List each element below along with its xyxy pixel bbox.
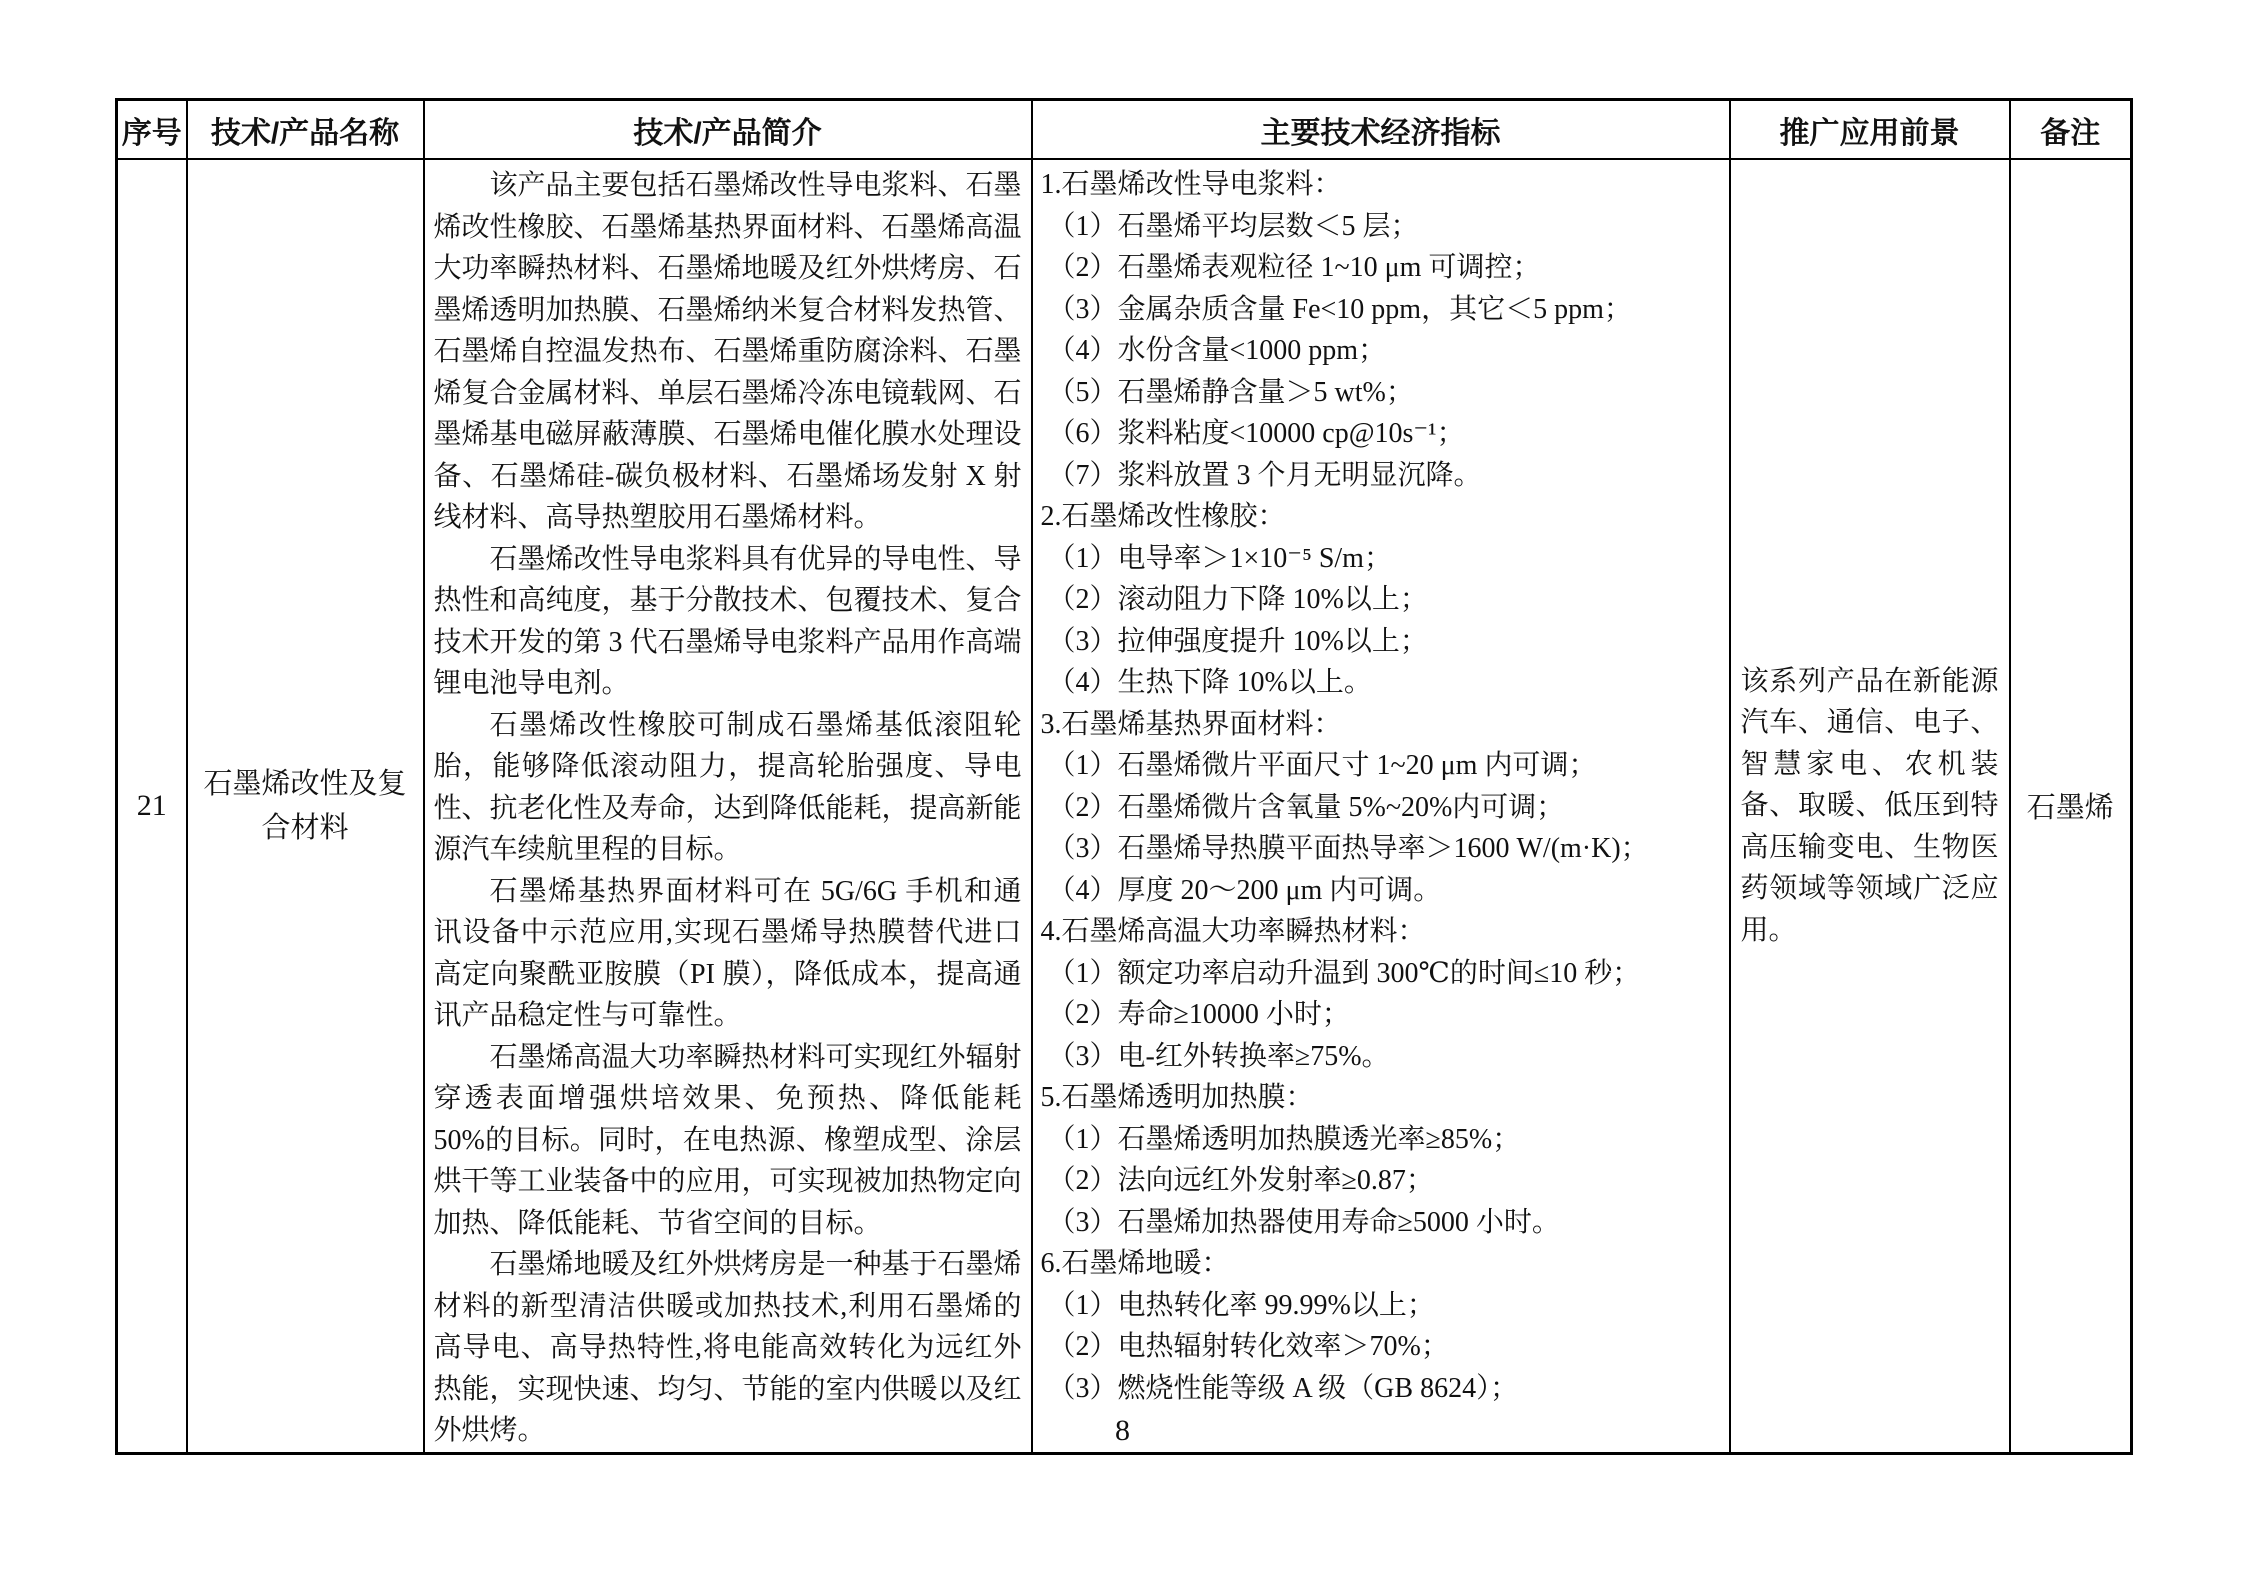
- indicator-line: （3）燃烧性能等级 A 级（GB 8624）；: [1047, 1372, 1519, 1404]
- intro-paragraph: 石墨烯基热界面材料可在 5G/6G 手机和通讯设备中示范应用,实现石墨烯导热膜替代进口高定向聚酰亚胺膜（PI 膜），降低成本，提高通讯产品稳定性与可靠性。: [433, 875, 1022, 1031]
- intro-paragraph: 石墨烯改性橡胶可制成石墨烯基低滚阻轮胎，能够降低滚动阻力，提高轮胎强度、导电性、抗老化性及寿命，达到降低能耗，提高新能源汽车续航里程的目标。: [433, 709, 1022, 865]
- indicator-line: （3）石墨烯加热器使用寿命≥5000 小时。: [1047, 1206, 1560, 1238]
- indicator-line: （5）石墨烯静含量＞5 wt%；: [1047, 376, 1414, 408]
- page-number: 8: [1115, 1414, 1130, 1447]
- indicator-line: （6）浆料粘度<10000 cp@10s⁻¹；: [1047, 418, 1465, 449]
- indicator-line: 3.石墨烯基热界面材料：: [1040, 708, 1342, 740]
- indicator-line: （3）电-红外转换率≥75%。: [1047, 1040, 1390, 1072]
- indicator-line: （7）浆料放置 3 个月无明显沉降。: [1047, 459, 1482, 491]
- indicator-line: （1）电导率＞1×10⁻⁵ S/m；: [1047, 542, 1392, 574]
- indicator-line: （1）石墨烯平均层数＜5 层；: [1047, 210, 1419, 242]
- indicator-line: （1）石墨烯微片平面尺寸 1~20 μm 内可调；: [1047, 750, 1597, 781]
- cell-application-prospect: [1730, 159, 2010, 1453]
- cell-remark: 石墨烯: [2010, 159, 2132, 1453]
- prospect-text: 该系列产品在新能源汽车、通信、电子、智慧家电、农机装备、取暖、低压到特高压输变电、生物医药领域等领域广泛应用。: [1740, 665, 1999, 946]
- indicator-line: （1）额定功率启动升温到 300℃的时间≤10 秒；: [1047, 957, 1641, 989]
- indicator-line: 2.石墨烯改性橡胶：: [1040, 501, 1286, 532]
- indicator-line: （3）拉伸强度提升 10%以上；: [1047, 625, 1428, 657]
- indicator-line: （1）石墨烯透明加热膜透光率≥85%；: [1047, 1123, 1521, 1155]
- col-header-remark: 备注: [2010, 100, 2132, 160]
- cell-product-name: 石墨烯改性及复合材料: [187, 159, 424, 1453]
- indicator-line: （1）电热转化率 99.99%以上；: [1047, 1289, 1435, 1321]
- intro-paragraph: 石墨烯高温大功率瞬热材料可实现红外辐射穿透表面增强烘培效果、免预热、降低能耗 50%的目标。同时，在电热源、橡塑成型、涂层烘干等工业装备中的应用，可实现被加热物定向加热、降低能耗、节省空间的目标。: [433, 1041, 1022, 1239]
- indicator-line: 1.石墨烯改性导电浆料：: [1040, 169, 1342, 200]
- cell-serial-number: 21: [117, 159, 187, 1453]
- intro-paragraph: 石墨烯地暖及红外烘烤房是一种基于石墨烯材料的新型清洁供暖或加热技术,利用石墨烯的高导电、高导热特性,将电能高效转化为远红外热能，实现快速、均匀、节能的室内供暖以及红外烘烤。: [433, 1249, 1022, 1446]
- indicator-line: 5.石墨烯透明加热膜：: [1040, 1082, 1314, 1113]
- indicator-line: （4）生热下降 10%以上。: [1047, 667, 1372, 698]
- indicator-line: （3）石墨烯导热膜平面热导率＞1600 W/(m·K)；: [1047, 833, 1649, 864]
- indicator-lines: [1033, 160, 1729, 1409]
- indicator-line: （2）法向远红外发射率≥0.87；: [1047, 1165, 1434, 1196]
- indicator-line: （4）厚度 20～200 μm 内可调。: [1047, 874, 1442, 906]
- intro-paragraph: 石墨烯改性导电浆料具有优异的导电性、导热性和高纯度，基于分散技术、包覆技术、复合技术开发的第 3 代石墨烯导电浆料产品用作高端锂电池导电剂。: [433, 543, 1022, 699]
- indicator-line: （4）水份含量<1000 ppm；: [1047, 335, 1387, 366]
- indicator-line: （3）金属杂质含量 Fe<10 ppm，其它＜5 ppm；: [1047, 293, 1632, 325]
- col-header-prospect: 推广应用前景: [1730, 100, 2010, 160]
- indicator-line: （2）石墨烯表观粒径 1~10 μm 可调控；: [1047, 252, 1541, 283]
- indicator-line: （2）电热辐射转化效率＞70%；: [1047, 1331, 1449, 1362]
- indicator-line: （2）石墨烯微片含氧量 5%~20%内可调；: [1047, 791, 1565, 823]
- indicator-line: （2）滚动阻力下降 10%以上；: [1047, 584, 1428, 615]
- col-header-product-name: 技术/产品名称: [187, 100, 424, 160]
- col-header-indicators: 主要技术经济指标: [1032, 100, 1730, 160]
- cell-product-intro: [424, 159, 1032, 1453]
- catalog-table: [115, 98, 2133, 1455]
- intro-paragraph: 该产品主要包括石墨烯改性导电浆料、石墨烯改性橡胶、石墨烯基热界面材料、石墨烯高温大功率瞬热材料、石墨烯地暖及红外烘烤房、石墨烯透明加热膜、石墨烯纳米复合材料发热管、石墨烯自控温发热布、石墨烯重防腐涂料、石墨烯复合金属材料、单层石墨烯冷冻电镜载网、石墨烯基电磁屏蔽薄膜、石墨烯电催化膜水处理设备、石墨烯硅-碳负极材料、石墨烯场发射 X 射线材料、高导热塑胶用石墨烯材料。: [433, 170, 1022, 533]
- intro-paragraphs: [425, 160, 1031, 1452]
- table-row: [117, 159, 2132, 1453]
- cell-technical-indicators: [1032, 159, 1730, 1453]
- col-header-serial: 序号: [117, 100, 187, 160]
- col-header-intro: 技术/产品简介: [424, 100, 1032, 160]
- indicator-line: 6.石墨烯地暖：: [1040, 1248, 1230, 1279]
- indicator-line: （2）寿命≥10000 小时；: [1047, 999, 1350, 1030]
- header-row: [117, 100, 2132, 160]
- indicator-line: 4.石墨烯高温大功率瞬热材料：: [1040, 916, 1426, 947]
